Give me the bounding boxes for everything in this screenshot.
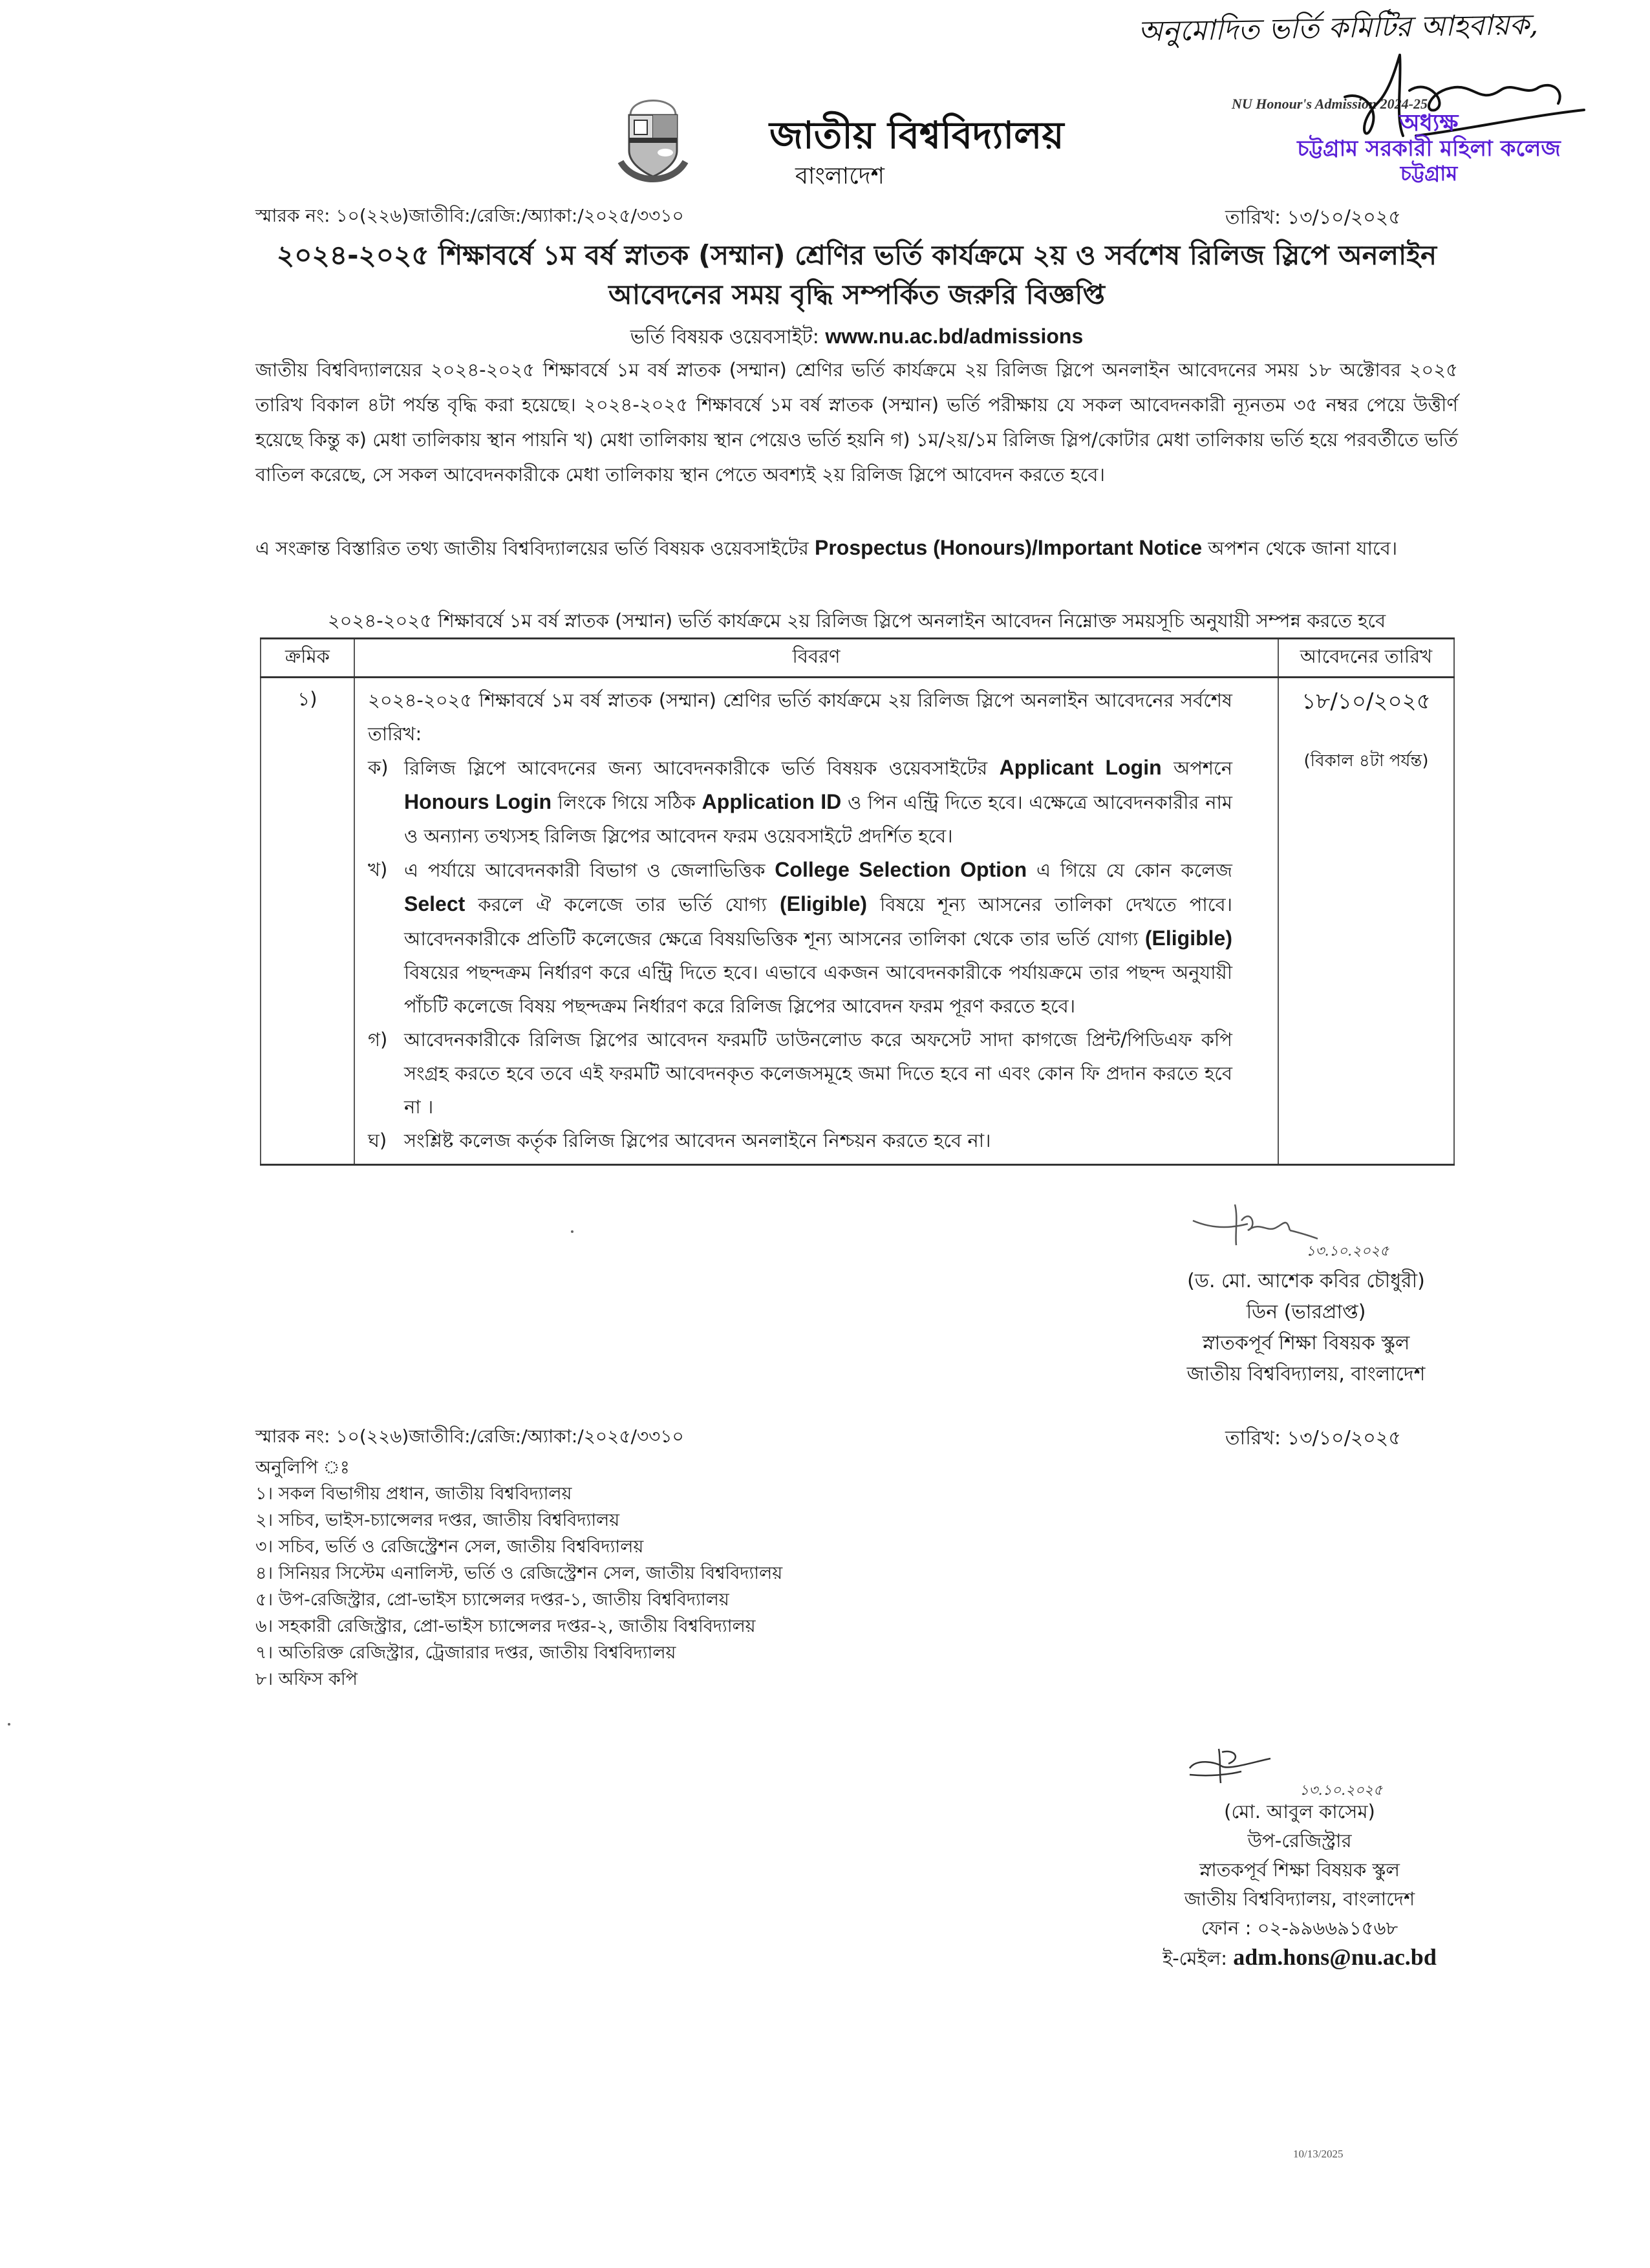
university-crest-icon: [617, 89, 689, 186]
registrar-name: (মো. আবুল কাসেম): [1224, 1801, 1375, 1823]
notice-paragraph-1: জাতীয় বিশ্ববিদ্যালয়ের ২০২৪-২০২৫ শিক্ষাবর্ষে ১ম বর্ষ স্নাতক (সম্মান) শ্রেণির ভর্তি কার্যক্রমে ২য় রিলিজ স্লিপে অনলাইন আবেদনের সময় ১৮ অক্টোবর ২০২৫ তারিখ বিকাল ৪টা পর্যন্ত বৃদ্ধি করা হয়েছে। ২০২৪-২০২৫ শিক্ষাবর্ষে ১ম বর্ষ স্নাতক (সম্মান) ভর্তি পরীক্ষায় যে সকল আবেদনকারী ন্যূনতম ৩৫ নম্বর পেয়ে উত্তীর্ণ হয়েছে কিন্তু ক) মেধা তালিকায় স্থান পায়নি খ) মেধা তালিকায় স্থান পেয়েও ভর্তি হয়নি গ) ১ম/২য়/১ম রিলিজ স্লিপ/কোটার মেধা তালিকায় ভর্তি হয়ে পরবর্তীতে ভর্তি বাতিল করেছে, সে সকল আবেদনকারীকে মেধা তালিকায় স্থান পেতে অবশ্যই ২য় রিলিজ স্লিপে আবেদন করতে হবে।: [255, 359, 1458, 486]
header-application-date: আবেদনের তারিখ: [1278, 639, 1454, 678]
website-link[interactable]: www.nu.ac.bd/admissions: [825, 325, 1084, 348]
dean-signature: [1190, 1201, 1319, 1246]
paragraph-2-text-start: এ সংক্রান্ত বিস্তারিত তথ্য জাতীয় বিশ্ববিদ্যালয়ের ভর্তি বিষয়ক ওয়েবসাইটের: [255, 537, 815, 559]
item-text: আবেদনকারীকে রিলিজ স্লিপের আবেদন ফরমটি ডাউনলোড করে অফসেট সাদা কাগজে প্রিন্ট/পিডিএফ কপি সংগ্রহ করতে হবে তবে এই ফরমটি আবেদনকৃত কলেজসমূহে জমা দিতে হবে না এবং কোন ফি প্রদান করতে হবে না ।: [404, 1029, 1232, 1118]
prospectus-option-reference: Prospectus (Honours)/Important Notice: [815, 536, 1203, 559]
registrar-signature: [1183, 1746, 1274, 1784]
row-description: [354, 678, 1278, 1165]
schedule-header-row: [261, 639, 1454, 678]
item-marker: ঘ): [368, 1129, 387, 1151]
item-text: রিলিজ স্লিপে আবেদনের জন্য আবেদনকারীকে ভর্তি বিষয়ক ওয়েবসাইটের Applicant Login অপশনে Honours Login লিংকে গিয়ে সঠিক Application ID ও পিন এন্ট্রি দিতে হবে। এক্ষেত্রে আবেদনকারীর নাম ও অন্যান্য তথ্যসহ রিলিজ স্লিপের আবেদন ফরম ওয়েবসাইটে প্রদর্শিত হবে।: [404, 756, 1233, 847]
list-item: ৭। অতিরিক্ত রেজিস্ট্রার, ট্রেজারার দপ্তর, জাতীয় বিশ্ববিদ্যালয়: [255, 1643, 676, 1663]
paragraph-2-text-end: অপশন থেকে জানা যাবে।: [1202, 537, 1398, 559]
row-date-cell: [1278, 678, 1454, 1165]
registrar-designation: উপ-রেজিস্ট্রার: [1247, 1830, 1352, 1852]
schedule-table: [260, 637, 1455, 1166]
list-item: ৬। সহকারী রেজিস্ট্রার, প্রো-ভাইস চ্যান্সেলর দপ্তর-২, জাতীয় বিশ্ববিদ্যালয়: [255, 1616, 756, 1636]
dean-signature-block: [1119, 1266, 1494, 1390]
copy-memo-date: তারিখ: ১৩/১০/২০২৫: [1225, 1427, 1401, 1450]
admission-session-label: NU Honour's Admission 2024-25: [1232, 96, 1428, 112]
list-item: ২। সচিব, ভাইস-চ্যান্সেলর দপ্তর, জাতীয় বিশ্ববিদ্যালয়: [255, 1510, 620, 1530]
instruction-item: [368, 1124, 1232, 1157]
memo-date: তারিখ: ১৩/১০/২০২৫: [1225, 206, 1401, 229]
row-serial: ১): [261, 678, 354, 1165]
table-row: [261, 678, 1454, 1165]
item-marker: গ): [368, 1029, 388, 1051]
principal-stamp: [1228, 110, 1629, 186]
list-item: ৩। সচিব, ভর্তি ও রেজিস্ট্রেশন সেল, জাতীয় বিশ্ববিদ্যালয়: [255, 1537, 644, 1557]
admission-website: [255, 321, 1458, 354]
application-deadline: ১৮/১০/২০২৫: [1302, 689, 1431, 714]
stamp-city: চট্টগ্রাম: [1400, 161, 1458, 186]
registrar-organization: জাতীয় বিশ্ববিদ্যালয়, বাংলাদেশ: [1184, 1888, 1415, 1910]
dean-name: (ড. মো. আশেক কবির চৌধুরী): [1187, 1270, 1425, 1292]
item-text: সংশ্লিষ্ট কলেজ কর্তৃক রিলিজ স্লিপের আবেদন অনলাইনে নিশ্চয়ন করতে হবে না।: [404, 1129, 991, 1151]
registrar-signature-block: [1086, 1797, 1513, 1973]
copy-memo-number: স্মারক নং: ১০(২২৬)জাতীবি:/রেজি:/অ্যাকা:/২০২৫/৩৩১০: [255, 1426, 684, 1447]
item-marker: খ): [368, 859, 388, 881]
instruction-item: [368, 751, 1232, 853]
row-intro: ২০২৪-২০২৫ শিক্ষাবর্ষে ১ম বর্ষ স্নাতক (সম্মান) শ্রেণির ভর্তি কার্যক্রমে ২য় রিলিজ স্লিপে অনলাইন আবেদনের সর্বশেষ তারিখ:: [368, 689, 1232, 745]
dean-designation: ডিন (ভারপ্রাপ্ত): [1246, 1301, 1366, 1323]
schedule-caption: ২০২৪-২০২৫ শিক্ষাবর্ষে ১ম বর্ষ স্নাতক (সম্মান) ভর্তি কার্যক্রমে ২য় রিলিজ স্লিপে অনলাইন আবেদন নিম্নোক্ত সময়সূচি অনুযায়ী সম্পন্ন করতে হবে: [327, 610, 1386, 632]
memo-number: স্মারক নং: ১০(২২৬)জাতীবি:/রেজি:/অ্যাকা:/২০২৫/৩৩১০: [255, 205, 684, 226]
scan-speck: [8, 1723, 10, 1726]
list-item: ৪। সিনিয়র সিস্টেম এনালিস্ট, ভর্তি ও রেজিস্ট্রেশন সেল, জাতীয় বিশ্ববিদ্যালয়: [255, 1563, 783, 1583]
registrar-office: স্নাতকপূর্ব শিক্ষা বিষয়ক স্কুল: [1199, 1859, 1400, 1881]
university-country: বাংলাদেশ: [795, 163, 884, 189]
item-text: এ পর্যায়ে আবেদনকারী বিভাগ ও জেলাভিত্তিক College Selection Option এ গিয়ে যে কোন কলেজ Select করলে ঐ কলেজে তার ভর্তি যোগ্য (Eligible) বিষয়ে শূন্য আসনের তালিকা দেখতে পাবে। আবেদনকারীকে প্রতিটি কলেজের ক্ষেত্রে বিষয়ভিত্তিক শূন্য আসনের তালিকা থেকে তার ভর্তি যোগ্য (Eligible) বিষয়ের পছন্দক্রম নির্ধারণ করে এন্ট্রি দিতে হবে। এভাবে একজন আবেদনকারীকে পর্যায়ক্রমে তার পছন্দ অনুযায়ী পাঁচটি কলেজে বিষয় পছন্দক্রম নির্ধারণ করে রিলিজ স্লিপের আবেদন ফরম পূরণ করতে হবে।: [404, 858, 1233, 1017]
instruction-item: [368, 853, 1232, 1023]
list-item: ৫। উপ-রেজিস্ট্রার, প্রো-ভাইস চ্যান্সেলর দপ্তর-১, জাতীয় বিশ্ববিদ্যালয়: [255, 1590, 729, 1610]
notice-paragraph-2: [255, 530, 1458, 566]
print-date: 10/13/2025: [1293, 2148, 1344, 2160]
stamp-title: অধ্যক্ষ: [1399, 110, 1459, 136]
website-label: ভর্তি বিষয়ক ওয়েবসাইট:: [630, 326, 826, 348]
instruction-item: [368, 1023, 1232, 1124]
registrar-email-line: [1086, 1943, 1513, 1973]
scan-speck: [571, 1230, 573, 1233]
copy-heading: অনুলিপি ঃ: [255, 1457, 350, 1478]
dean-office: স্নাতকপূর্ব শিক্ষা বিষয়ক স্কুল: [1202, 1332, 1410, 1354]
registrar-signature-date: ১৩.১০.২০২৫: [1300, 1782, 1383, 1799]
handwritten-note: অনুমোদিত ভর্তি কমিটির আহবায়ক,: [1137, 8, 1539, 48]
header-serial: ক্রমিক: [261, 639, 354, 678]
list-item: ৮। অফিস কপি: [255, 1669, 358, 1689]
notice-title: ২০২৪-২০২৫ শিক্ষাবর্ষে ১ম বর্ষ স্নাতক (সম্মান) শ্রেণির ভর্তি কার্যক্রমে ২য় ও সর্বশেষ রিলিজ স্লিপে অনলাইন আবেদনের সময় বৃদ্ধি সম্পর্কিত জরুরি বিজ্ঞপ্তি: [276, 239, 1437, 310]
copy-recipient-list: [255, 1481, 782, 1693]
list-item: ১। সকল বিভাগীয় প্রধান, জাতীয় বিশ্ববিদ্যালয়: [255, 1484, 572, 1504]
stamp-institution: চট্টগ্রাম সরকারী মহিলা কলেজ: [1297, 136, 1561, 162]
dean-signature-date: ১৩.১০.২০২৫: [1306, 1243, 1389, 1259]
registrar-phone: ফোন : ০২-৯৯৬৬৯১৫৬৮: [1201, 1917, 1398, 1939]
header-description: বিবরণ: [354, 639, 1278, 678]
email-address-link[interactable]: adm.hons@nu.ac.bd: [1233, 1944, 1437, 1970]
deadline-time-note: (বিকাল ৪টা পর্যন্ত): [1303, 751, 1429, 771]
university-name: জাতীয় বিশ্ববিদ্যালয়: [769, 113, 1064, 157]
email-label: ই-মেইল:: [1162, 1947, 1234, 1969]
item-marker: ক): [368, 756, 389, 778]
dean-organization: জাতীয় বিশ্ববিদ্যালয়, বাংলাদেশ: [1186, 1363, 1426, 1385]
